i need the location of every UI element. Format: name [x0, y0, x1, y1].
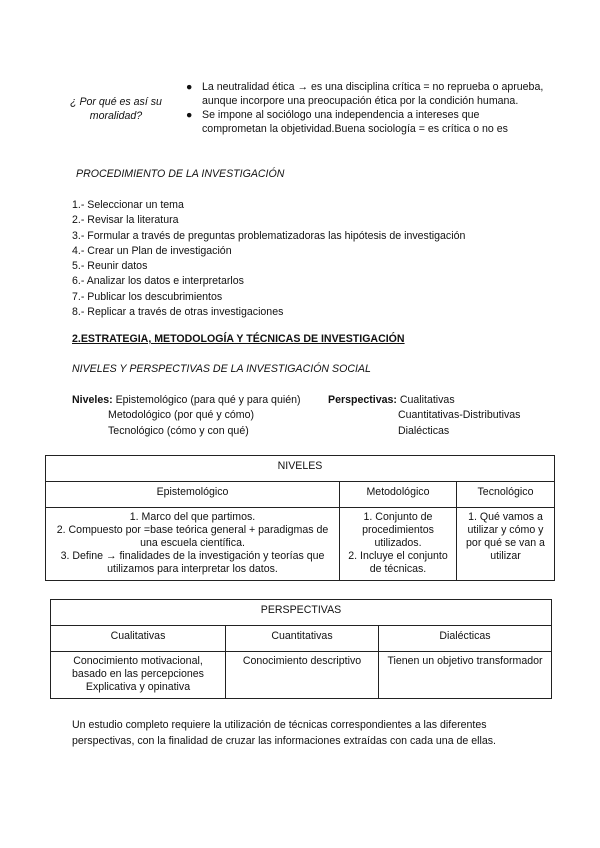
- levels-line: [72, 394, 301, 406]
- table-title: PERSPECTIVAS: [51, 600, 552, 626]
- table-header: Cuantitativas: [226, 626, 379, 652]
- table-header: Metodológico: [340, 482, 457, 508]
- table-header: Tecnológico: [457, 482, 555, 508]
- section-subtitle: NIVELES Y PERSPECTIVAS DE LA INVESTIGACIÓN SOCIAL: [72, 363, 371, 375]
- table-header: Dialécticas: [379, 626, 552, 652]
- level-item: Tecnológico (cómo y con qué): [108, 425, 249, 437]
- footer-paragraph: Un estudio completo requiere la utilización de técnicas correspondientes a las diferentes perspectivas, con la finalidad de cruzar las informaciones extraídas con cada una de ellas.: [72, 719, 496, 747]
- table-header: Epistemológico: [46, 482, 340, 508]
- step-item: 8.- Replicar a través de otras investigaciones: [72, 306, 284, 319]
- levels-label: Niveles:: [72, 394, 113, 406]
- levels-table: [45, 455, 555, 581]
- perspectives-line: [328, 394, 455, 406]
- table-cell: Tienen un objetivo transformador: [379, 652, 552, 699]
- bullet-item: ● Se impone al sociólogo una independencia a intereses que comprometan la objetividad.Buena sociología = es crítica o no es: [186, 109, 508, 135]
- question-label: ¿ Por qué es así su moralidad?: [70, 96, 162, 122]
- table-cell: Conocimiento motivacional, basado en las percepciones Explicativa y opinativa: [51, 652, 226, 699]
- section-title: 2.ESTRATEGIA, METODOLOGÍA Y TÉCNICAS DE INVESTIGACIÓN: [72, 333, 405, 345]
- bullet-item: ● La neutralidad ética → es una disciplina crítica = no reprueba o aprueba, aunque incorpore una preocupación ética por la condición humana.: [186, 81, 544, 107]
- perspective-item: Dialécticas: [398, 425, 450, 437]
- table-header: Cualitativas: [51, 626, 226, 652]
- perspectives-table: [50, 599, 552, 699]
- step-item: 1.- Seleccionar un tema: [72, 199, 184, 211]
- table-cell: 1. Marco del que partimos. 2. Compuesto por =base teórica general + paradigmas de una escuela científica. 3. Define → finalidades de la investigación y teorías que utilizamos para interpretar los datos.: [46, 508, 340, 581]
- table-cell: 1. Qué vamos a utilizar y cómo y por qué se van a utilizar: [457, 508, 555, 581]
- table-title: NIVELES: [46, 456, 555, 482]
- perspective-item: Cualitativas: [399, 394, 455, 406]
- steps-list: [72, 198, 465, 320]
- bullet-list: [186, 80, 546, 136]
- table-cell: 1. Conjunto de procedimientos utilizados. 2. Incluye el conjunto de técnicas.: [340, 508, 457, 581]
- step-item: 6.- Analizar los datos e interpretarlos: [72, 275, 244, 288]
- table-cell: Conocimiento descriptivo: [226, 652, 379, 699]
- step-item: 3.- Formular a través de preguntas problematizadoras las hipótesis de investigación: [72, 229, 466, 242]
- perspective-item: Cuantitativas-Distributivas: [398, 409, 521, 421]
- step-item: 4.- Crear un Plan de investigación: [72, 244, 232, 257]
- perspectives-label: Perspectivas:: [328, 394, 397, 406]
- level-item: Metodológico (por qué y cómo): [108, 409, 255, 421]
- procedure-heading: PROCEDIMIENTO DE LA INVESTIGACIÓN: [76, 168, 285, 180]
- step-item: 2.- Revisar la literatura: [72, 214, 179, 227]
- level-item: Epistemológico (para qué y para quién): [115, 394, 301, 406]
- step-item: 5.- Reunir datos: [72, 260, 148, 273]
- step-item: 7.- Publicar los descubrimientos: [72, 290, 223, 303]
